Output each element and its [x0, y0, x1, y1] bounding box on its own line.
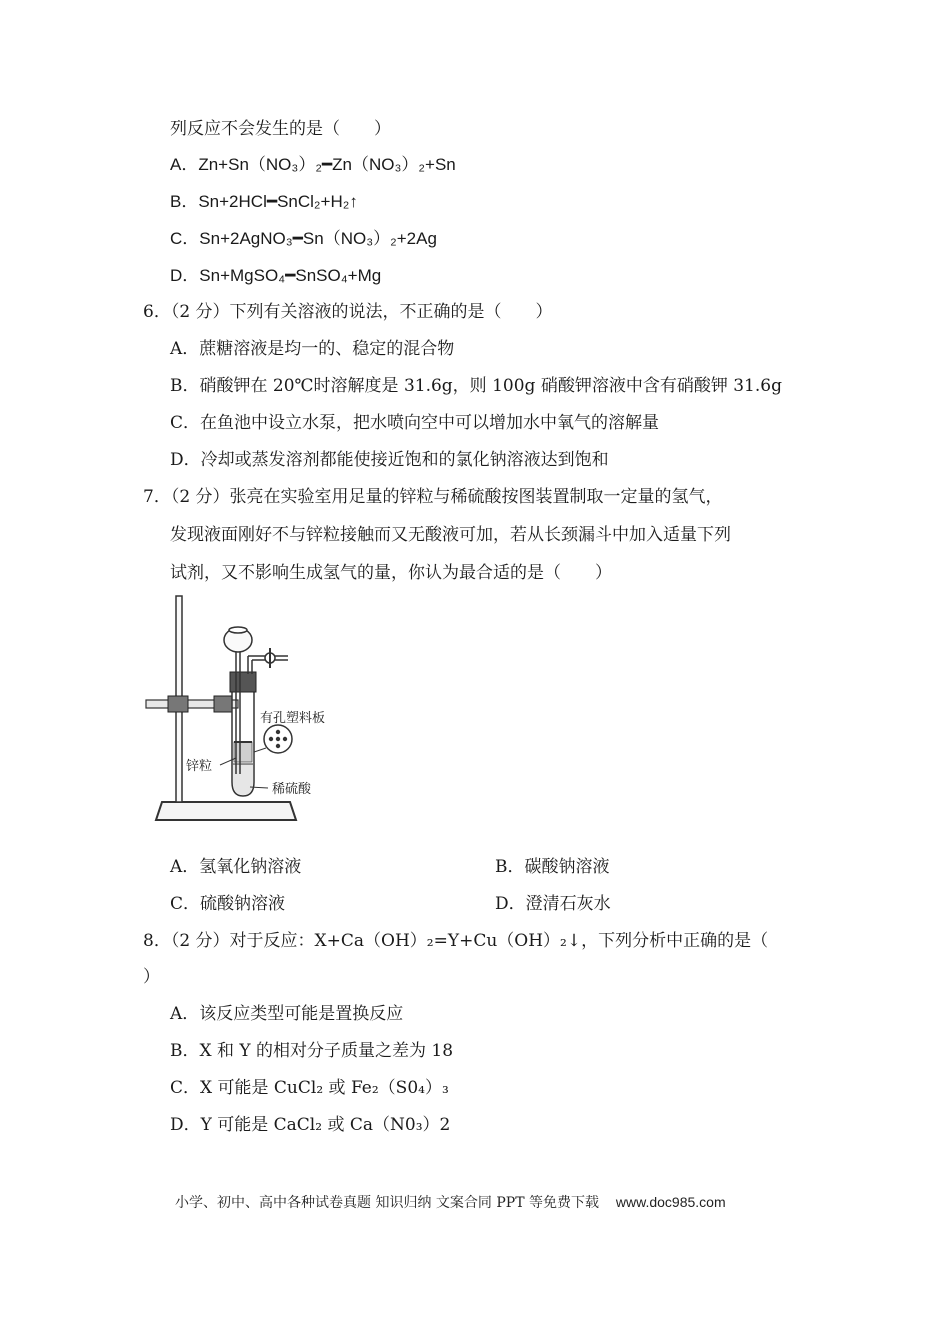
label-zinc-granules: 锌粒: [186, 759, 213, 774]
q8-stem-line1: 8．（2 分）对于反应：X+Ca（OH）₂=Y+Cu（OH）₂↓，下列分析中正确的是（: [143, 931, 769, 951]
q5-option-d: D．Sn+MgSO₄━SnSO₄+Mg: [170, 266, 382, 285]
clamp: [146, 696, 238, 712]
perforated-plate-inset: [254, 725, 292, 753]
footer-url[interactable]: www.doc985.com: [615, 1194, 726, 1210]
label-perforated-plate: 有孔塑料板: [260, 711, 326, 726]
q7-option-b: B．碳酸钠溶液: [495, 857, 610, 877]
q7-option-a: A．氢氧化钠溶液: [170, 857, 302, 877]
page-footer: [175, 1192, 726, 1212]
q8-option-b: B．X 和 Y 的相对分子质量之差为 18: [170, 1041, 454, 1061]
rubber-stopper: [230, 672, 256, 692]
q7-option-d: D．澄清石灰水: [495, 894, 611, 914]
q7-option-c: C．硫酸钠溶液: [170, 894, 286, 914]
q5-option-b: B．Sn+2HCl━SnCl₂+H₂↑: [170, 192, 358, 211]
label-dilute-sulfuric-acid: 稀硫酸: [272, 782, 312, 797]
footer-text: 小学、初中、高中各种试卷真题 知识归纳 文案合同 PPT 等免费下载: [175, 1195, 599, 1211]
q6-option-c: C．在鱼池中设立水泵，把水喷向空中可以增加水中氧气的溶解量: [170, 413, 660, 433]
q8-option-d: D．Y 可能是 CaCl₂ 或 Ca（N0₃）2: [170, 1115, 451, 1135]
q8-option-c: C．X 可能是 CuCl₂ 或 Fe₂（S0₄）₃: [170, 1078, 449, 1098]
delivery-tube: [248, 648, 288, 674]
q7-stem-line1: 7．（2 分）张亮在实验室用足量的锌粒与稀硫酸按图装置制取一定量的氢气，: [143, 487, 723, 507]
apparatus-figure: [140, 592, 340, 827]
q5-option-c: C．Sn+2AgNO₃━Sn（NO₃）₂+2Ag: [170, 229, 437, 248]
q5-stem-tail: 列反应不会发生的是（ ）: [170, 119, 391, 139]
q5-option-a: A．Zn+Sn（NO₃）₂━Zn（NO₃）₂+Sn: [170, 155, 456, 174]
q8-option-a: A．该反应类型可能是置换反应: [170, 1004, 404, 1024]
stand-base: [156, 802, 296, 820]
q7-stem-line2: 发现液面刚好不与锌粒接触而又无酸液可加，若从长颈漏斗中加入适量下列: [170, 525, 731, 545]
q6-option-d: D．冷却或蒸发溶剂都能使接近饱和的氯化钠溶液达到饱和: [170, 450, 609, 470]
q6-stem: 6．（2 分）下列有关溶液的说法，不正确的是（ ）: [143, 302, 553, 322]
q7-stem-line3: 试剂，又不影响生成氢气的量，你认为最合适的是（ ）: [170, 563, 612, 583]
q6-option-b: B．硝酸钾在 20℃时溶解度是 31.6g，则 100g 硝酸钾溶液中含有硝酸钾 31.6g: [170, 376, 782, 396]
q8-stem-line2: ）: [143, 967, 160, 987]
q6-option-a: A．蔗糖溶液是均一的、稳定的混合物: [170, 339, 455, 359]
